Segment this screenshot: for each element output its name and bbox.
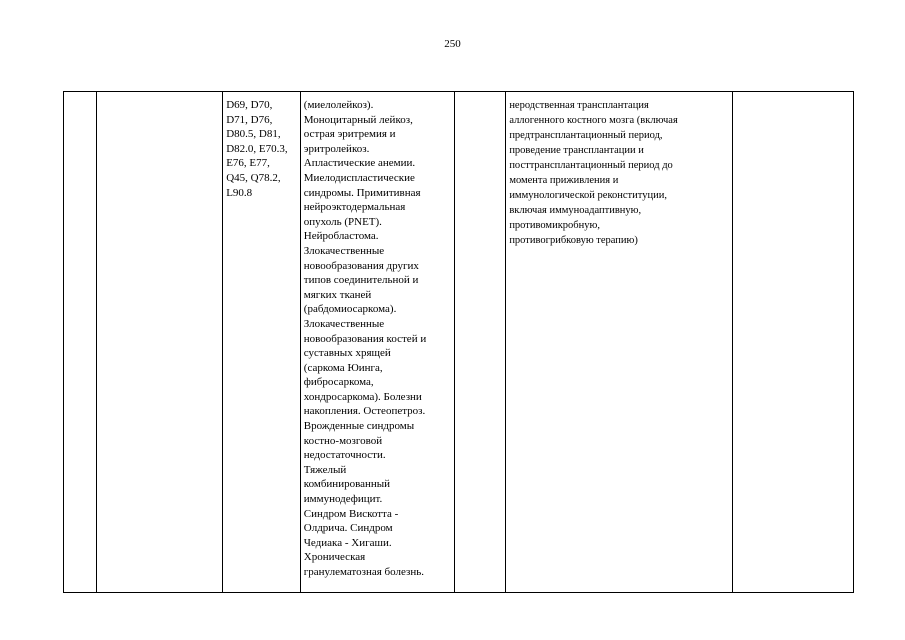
care-type-cell: [97, 92, 223, 593]
treatment-method-cell: неродственная трансплантация аллогенного костного мозга (включая предтрансплантационный период, проведение трансплантации и посттрансплантационный период до момента приживления и иммунологической реконституции, включая иммуноадаптивную, противомикробную, противогрибковую терапию): [506, 92, 733, 593]
cost-cell: [733, 92, 854, 593]
page-number: 250: [444, 38, 461, 50]
diagnoses-cell: (миелолейкоз). Моноцитарный лейкоз, острая эритремия и эритролейкоз. Апластические анемии. Миелодиспластические синдромы. Примитивная нейроэктодермальная опухоль (PNET). Нейробластома. Злокачественные новообразования других типов соединительной и мягких тканей (рабдомиосаркома). Злокачественные новообразования костей и суставных хрящей (саркома Юинга, фибросаркома, хондросаркома). Болезни накопления. Остеопетроз. Врожденные синдромы костно-мозговой недостаточности. Тяжелый комбинированный иммунодефицит. Синдром Вискотта - Олдрича. Синдром Чедиака - Хигаши. Хроническая гранулематозная болезнь.: [300, 92, 454, 593]
row-number-cell: [64, 92, 97, 593]
medical-care-table: [63, 91, 854, 593]
icd-codes-cell: D69, D70, D71, D76, D80.5, D81, D82.0, E70.3, E76, E77, Q45, Q78.2, L90.8: [223, 92, 301, 593]
patient-model-cell: [454, 92, 505, 593]
table-row: [64, 92, 854, 593]
